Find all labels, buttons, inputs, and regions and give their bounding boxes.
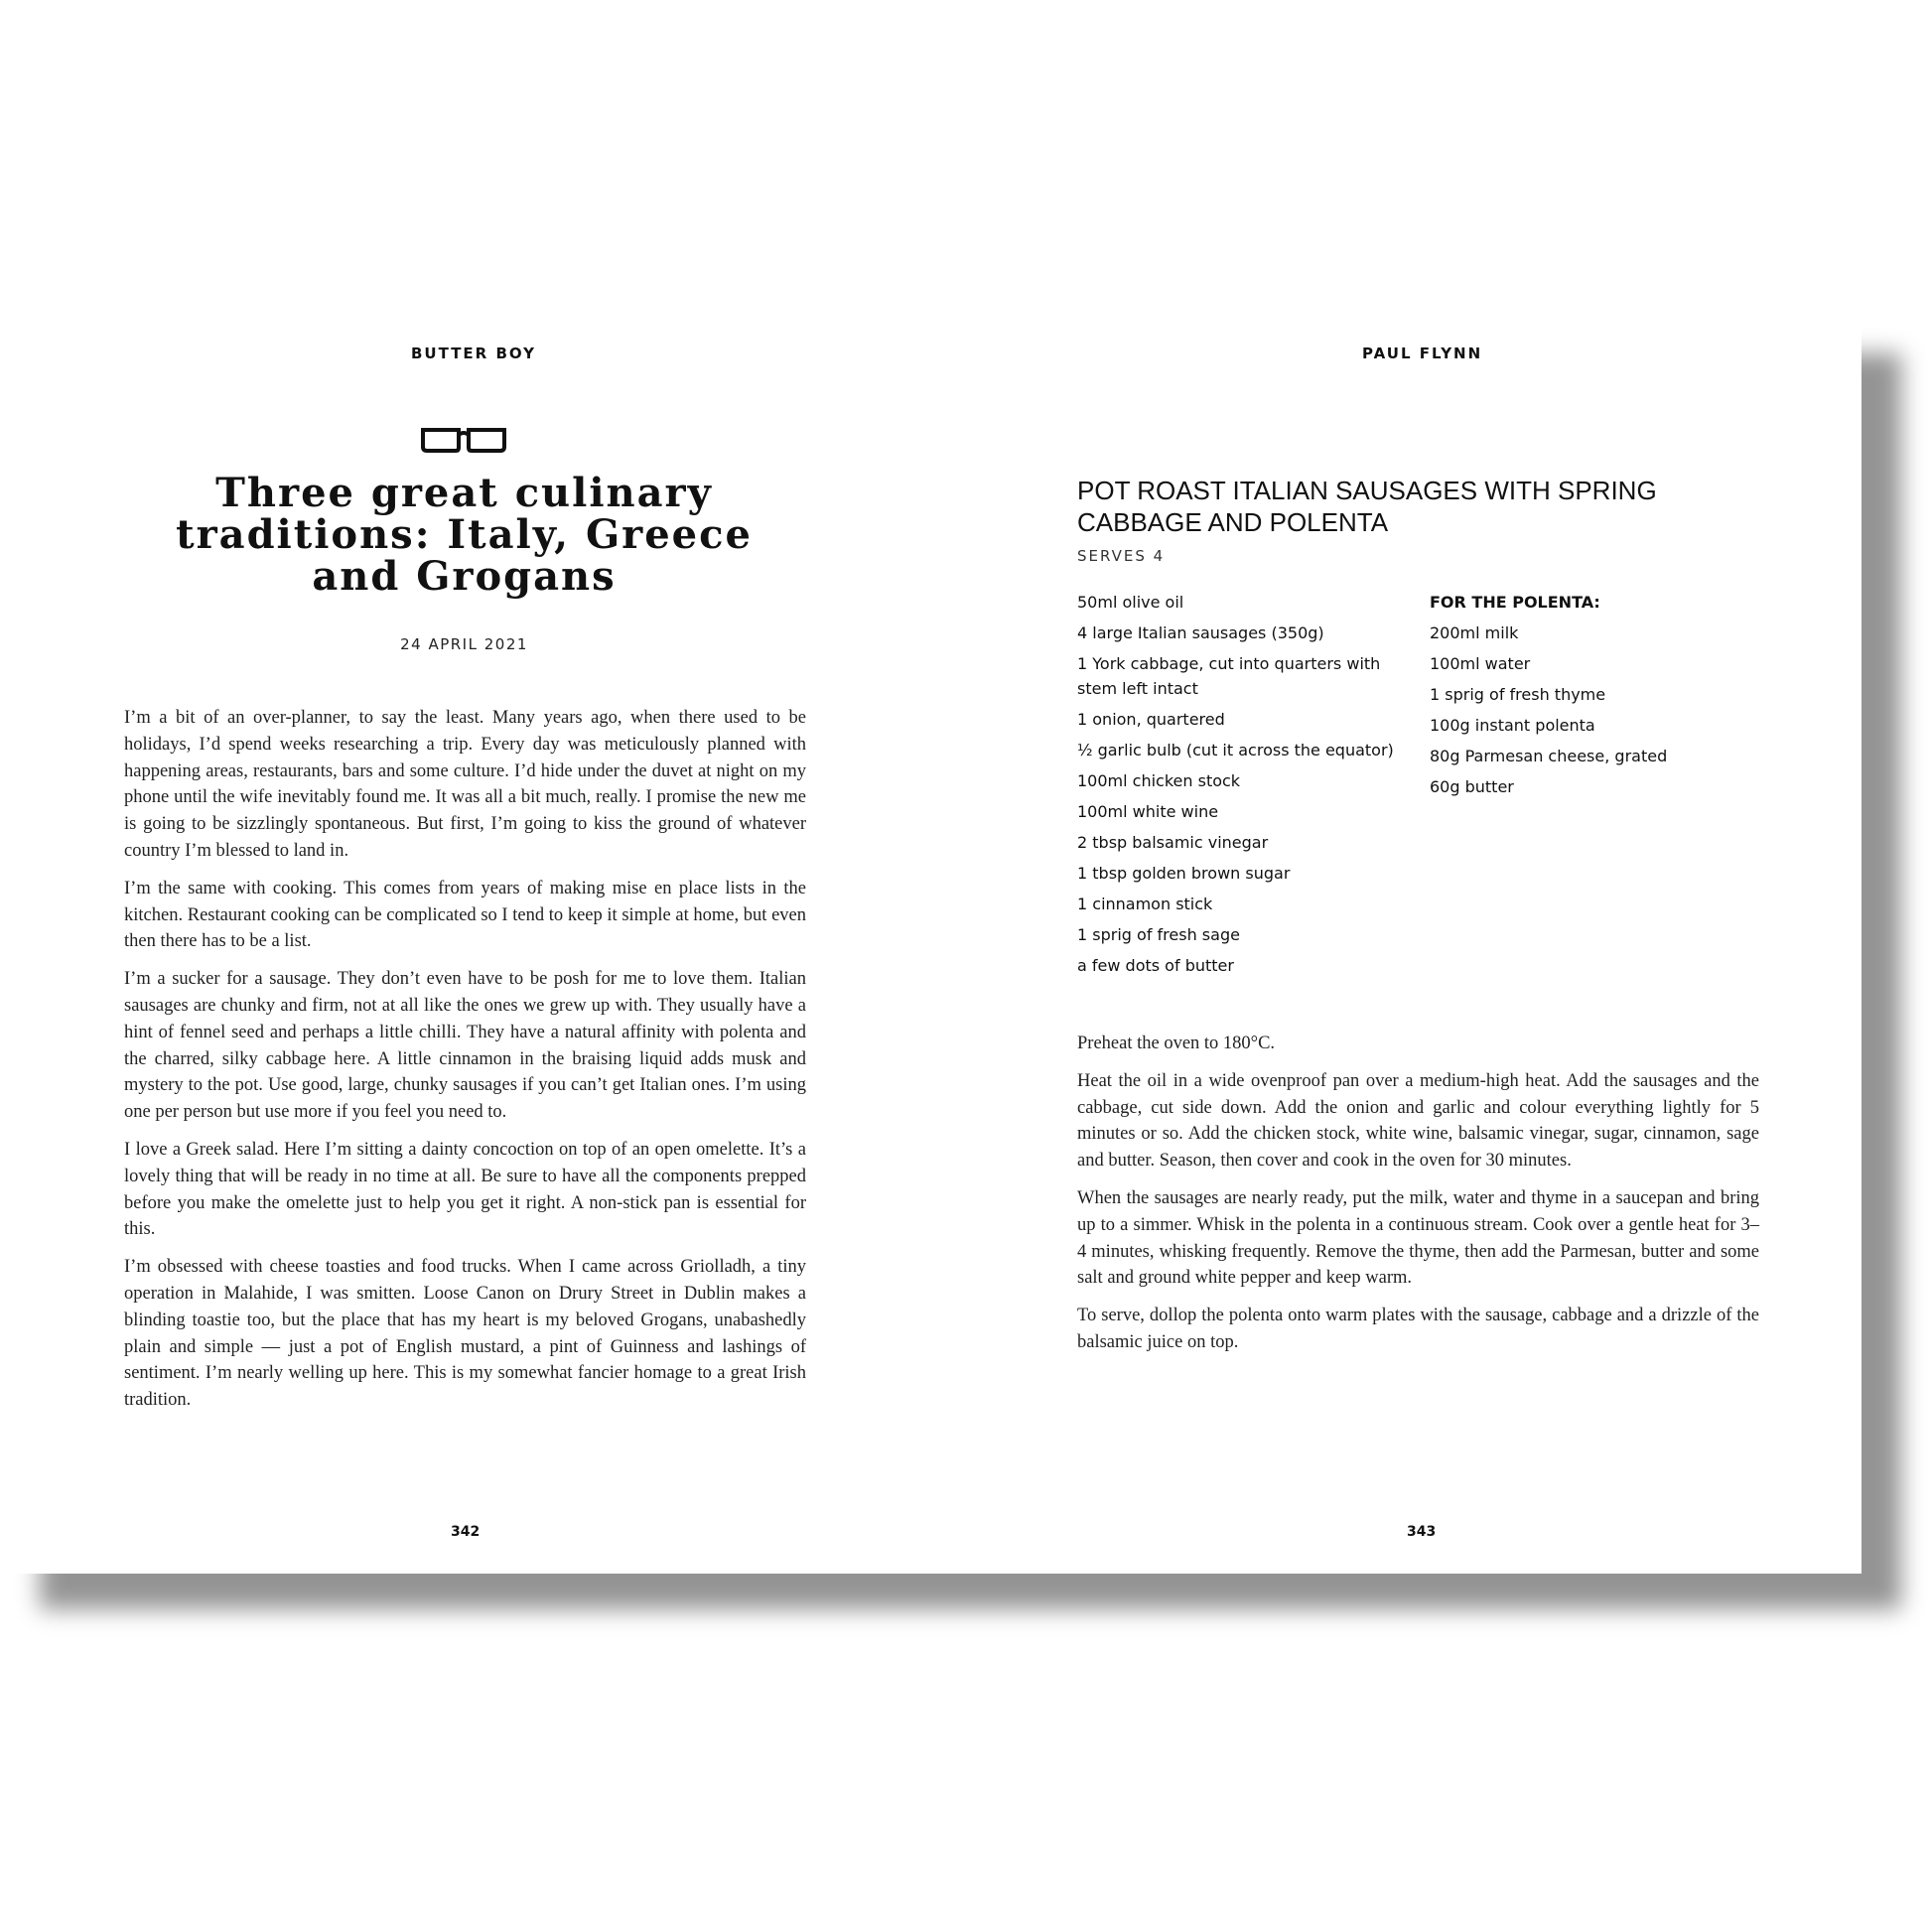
ingredient-item: 100ml white wine (1077, 802, 1219, 821)
serves-label: SERVES 4 (1077, 547, 1166, 565)
ingredient-item: 1 tbsp golden brown sugar (1077, 864, 1291, 883)
book-spread (0, 318, 1862, 1574)
recipe-title: POT ROAST ITALIAN SAUSAGES WITH SPRING CABBAGE AND POLENTA (1077, 476, 1657, 537)
left-page (0, 318, 928, 1574)
ingredient-item: ½ garlic bulb (cut it across the equator) (1077, 741, 1394, 759)
polenta-heading: FOR THE POLENTA: (1430, 593, 1600, 612)
polenta-ingredients-list (1430, 590, 1727, 805)
ingredients-list (1077, 590, 1425, 984)
method-text (1077, 1031, 1759, 1367)
glasses-icon (421, 426, 506, 454)
essay-paragraph: I’m a bit of an over-planner, to say the least. Many years ago, when there used to be holidays, I’d spend weeks researching a trip. Every day was meticulously planned with happening areas, restaurants, bars and some culture. I’d hide under the duvet at night on my phone until the wife inevitably found me. It was all a bit much, really. I promise the new me is going to be sizzlingly spontaneous. But first, I’m going to kiss the ground of whatever country I’m blessed to land in. (124, 708, 806, 861)
ingredient-item: 2 tbsp balsamic vinegar (1077, 833, 1269, 852)
ingredient-item: 1 York cabbage, cut into quarters with stem left intact (1077, 654, 1381, 698)
method-step: When the sausages are nearly ready, put the milk, water and thyme in a saucepan and bring up to a simmer. Whisk in the polenta in a continuous stream. Cook over a gentle heat for 3–4 minutes, whisking frequently. Remove the thyme, then add the Parmesan, butter and some salt and ground white pepper and keep warm. (1077, 1187, 1759, 1289)
ingredient-item: 50ml olive oil (1077, 593, 1184, 612)
ingredient-item: 100g instant polenta (1430, 716, 1595, 735)
essay-paragraph: I’m a sucker for a sausage. They don’t even have to be posh for me to love them. Italian sausages are chunky and firm, not at all like the ones we grew up with. They usually have a hint of fennel seed and perhaps a little chilli. They have a natural affinity with polenta and the charred, silky cabbage here. A little cinnamon in the braising liquid adds musk and mystery to the pot. Use good, large, chunky sausages if you can’t get Italian ones. I’m using one per person but use more if you feel you need to. (124, 969, 806, 1123)
method-step: To serve, dollop the polenta onto warm plates with the sausage, cabbage and a drizzle of the balsamic juice on top. (1077, 1306, 1759, 1352)
ingredient-item: 1 sprig of fresh thyme (1430, 685, 1606, 704)
ingredient-item: a few dots of butter (1077, 956, 1234, 975)
essay-body (124, 705, 806, 1425)
essay-date: 24 APRIL 2021 (400, 635, 528, 653)
ingredient-item: 1 onion, quartered (1077, 710, 1225, 729)
essay-title: Three great culinary traditions: Italy, Greece and Grogans (176, 470, 753, 600)
ingredient-item: 1 sprig of fresh sage (1077, 925, 1240, 944)
running-head-left: BUTTER BOY (411, 345, 536, 362)
running-head-right: PAUL FLYNN (1362, 345, 1483, 362)
essay-paragraph: I’m the same with cooking. This comes from years of making mise en place lists in the kitchen. Restaurant cooking can be complicated so I tend to keep it simple at home, but even then there has to be a list. (124, 878, 806, 952)
ingredient-item: 1 cinnamon stick (1077, 895, 1213, 913)
ingredient-item: 60g butter (1430, 777, 1514, 796)
ingredient-item: 4 large Italian sausages (350g) (1077, 623, 1324, 642)
page-number-left: 342 (451, 1524, 481, 1540)
ingredient-item: 100ml chicken stock (1077, 771, 1241, 790)
method-step: Heat the oil in a wide ovenproof pan over a medium-high heat. Add the sausages and the cabbage, cut side down. Add the onion and garlic and colour everything lightly for 5 minutes or so. Add the chicken stock, white wine, balsamic vinegar, sugar, cinnamon, sage and butter. Season, then cover and cook in the oven for 30 minutes. (1077, 1070, 1759, 1172)
method-step: Preheat the oven to 180°C. (1077, 1034, 1276, 1053)
ingredient-item: 100ml water (1430, 654, 1531, 673)
right-page (928, 318, 1862, 1574)
ingredient-item: 200ml milk (1430, 623, 1519, 642)
page-number-right: 343 (1407, 1524, 1437, 1540)
essay-paragraph: I love a Greek salad. Here I’m sitting a dainty concoction on top of an open omelette. It’s a lovely thing that will be ready in no time at all. Be sure to have all the components prepped before you make the omelette just to help you get it right. A non-stick pan is essential for this. (124, 1139, 806, 1240)
essay-paragraph: I’m obsessed with cheese toasties and food trucks. When I came across Griolladh, a tiny operation in Malahide, I was smitten. Loose Canon on Drury Street in Dublin makes a blinding toastie too, but the place that has my heart is my beloved Grogans, unabashedly plain and simple — just a pot of English mustard, a pint of Guinness and lashings of sentiment. I’m nearly welling up here. This is my somewhat fancier homage to a great Irish tradition. (124, 1257, 806, 1411)
ingredient-item: 80g Parmesan cheese, grated (1430, 747, 1668, 765)
